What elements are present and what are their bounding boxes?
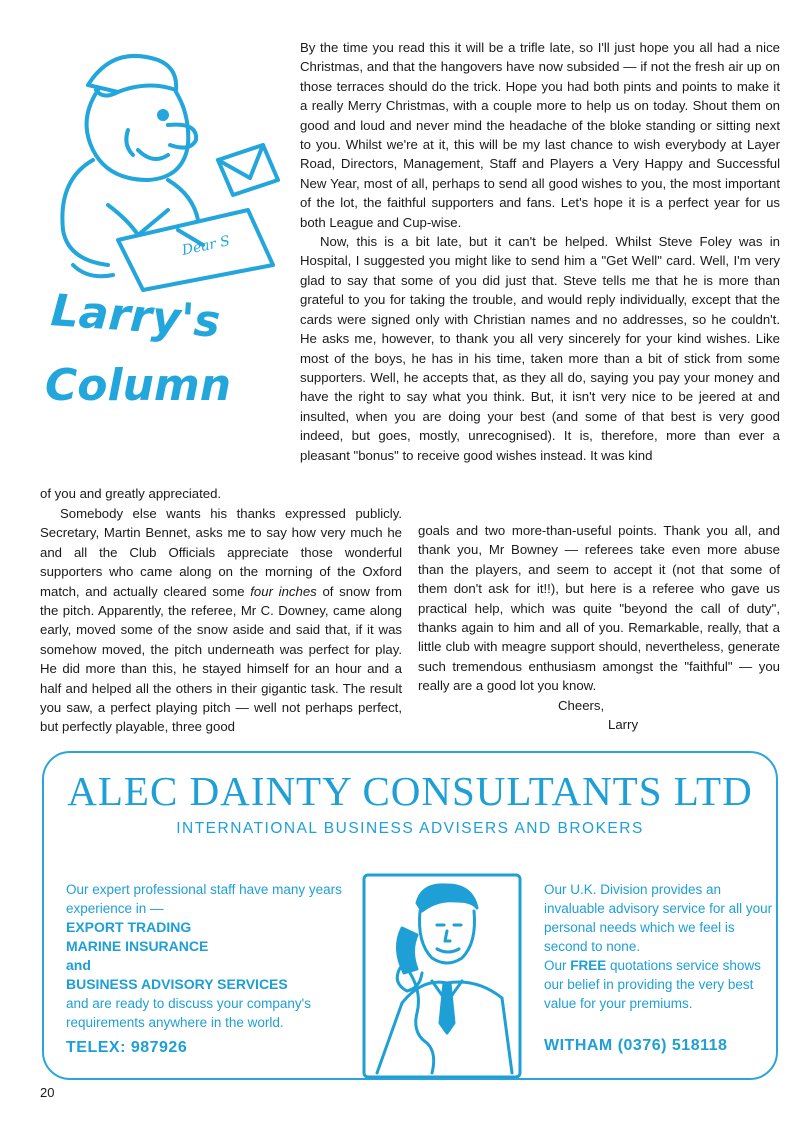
heading-line1: Larry's (49, 285, 222, 348)
paragraph-2: Now, this is a bit late, but it can't be helped. Whilst Steve Foley was in Hospital, I suggested you might like to send him a "Get Well" card. Well, I'm very glad to say that some of you did just that. Steve tells me that he is more than grateful to you for taking the trouble, and would reply individually, except that the cards were signed only with Christian names and no addresses, so he couldn't. He asks me, however, to thank you all very sincerely for your kind wishes. Like most of the boys, he has in his time, taken more than a bit of stick from some supporters. Well, he accepts that, as they all do, saying you pay your money and have the right to say what you think. But, it isn't very nice to be jeered at and insulted, when you are doing your best (and some of that best is very good indeed, but goes, mostly, unrecognised). It is, therefore, more than ever a pleasant "bonus" to receive good wishes instead. It was kind (300, 234, 780, 463)
signature: Larry (608, 717, 639, 733)
ad-uk-division: Our U.K. Division provides an invaluable advisory service for all your personal needs which we feel is second to none. (544, 882, 773, 954)
paragraph-3-part-b: of snow from the pitch. Apparently, the referee, Mr C. Downey, came along early, moved some of the snow aside and said that, if it was somehow moved, the pitch underneath was perfect for play. He did more than this, he stayed himself for an hour and a half and helped all the others in their gigantic task. The result you saw, a perfect playing pitch — well not perhaps perfect, but perfectly playable, three good (40, 583, 402, 735)
businessman-on-phone-illustration (362, 873, 522, 1079)
heading-line2: Column (45, 360, 232, 411)
column-text-left (40, 504, 402, 737)
column-heading (40, 275, 290, 425)
larry-cartoon-illustration (18, 30, 288, 300)
telex-number: TELEX: 987926 (66, 1039, 188, 1056)
signoff: Cheers, (558, 697, 605, 713)
ad-title: ALEC DAINTY CONSULTANTS LTD (67, 768, 753, 814)
illustration-note: Dear S (180, 233, 232, 259)
ad-free-quotations (544, 956, 774, 1013)
paragraph-3 (40, 504, 402, 737)
ad-left-text (66, 880, 366, 1032)
paragraph-2-end-text: of you and greatly appreciated. (40, 486, 222, 501)
ad-left-intro: Our expert professional staff have many years experience in — (66, 882, 342, 916)
ad-service-business: BUSINESS ADVISORY SERVICES (66, 976, 288, 992)
ad-free-quotations-a: Our (544, 958, 571, 973)
paragraph-2-end (40, 484, 780, 503)
ad-service-export: EXPORT TRADING (66, 919, 192, 935)
ad-right-text (544, 880, 774, 1013)
column-text-top (300, 38, 780, 465)
column-text-right (418, 521, 780, 734)
paragraph-1: By the time you read this it will be a trifle late, so I'll just hope you all had a nice Christmas, and that the hangovers have now subsided — if not the fresh air up on those terraces should do the trick. Hope you had both pints and points to make it a really Merry Christmas, with a couple more to help us on today. Shout them on good and loud and never mind the headache of the bloke standing or sitting next to you. Whilst we're at it, this will be my last chance to wish everybody at Layer Road, Directors, Management, Staff and Players a Very Happy and Successful New Year, most of all, perhaps to send all good wishes to you, the most important of the lot, the faithful supporters and fans. Let's hope it is a perfect year for us both League and Cup-wise. (300, 40, 780, 230)
advertisement-box (42, 751, 778, 1080)
page-number: 20 (40, 1085, 55, 1100)
ad-left-outro: and are ready to discuss your company's requirements anywhere in the world. (66, 996, 311, 1030)
ad-service-and: and (66, 957, 91, 973)
phone-number: WITHAM (0376) 518118 (544, 1037, 728, 1054)
ad-free-quotations-b: quotations service shows our belief in providing the very best value for your premiums. (544, 958, 761, 1011)
ad-service-marine: MARINE INSURANCE (66, 938, 209, 954)
paragraph-3-part-a: Somebody else wants his thanks expressed publicly. Secretary, Martin Bennet, asks me to say how very much he and all the Club Officials appreciate those wonderful supporters who came along on the morning of the Oxford match, and actually cleared some (40, 506, 402, 599)
ad-free-word: FREE (570, 958, 607, 973)
paragraph-3-emphasis: four inches (250, 583, 317, 599)
paragraph-3-continued: goals and two more-than-useful points. Thank you all, and thank you, Mr Bowney — referees take even more abuse than the players, and seem to accept it (not that some of them don't ask for it!!), but here is a referee who gave us practical help, which was quite "beyond the call of duty", thanks again to him and all of you. Remarkable, really, that a little club with meagre support should, nevertheless, generate such tremendous enthusiasm amongst the "faithful" — you really are a good lot you know. (418, 523, 780, 694)
ad-subtitle: INTERNATIONAL BUSINESS ADVISERS AND BROKERS (176, 820, 644, 837)
